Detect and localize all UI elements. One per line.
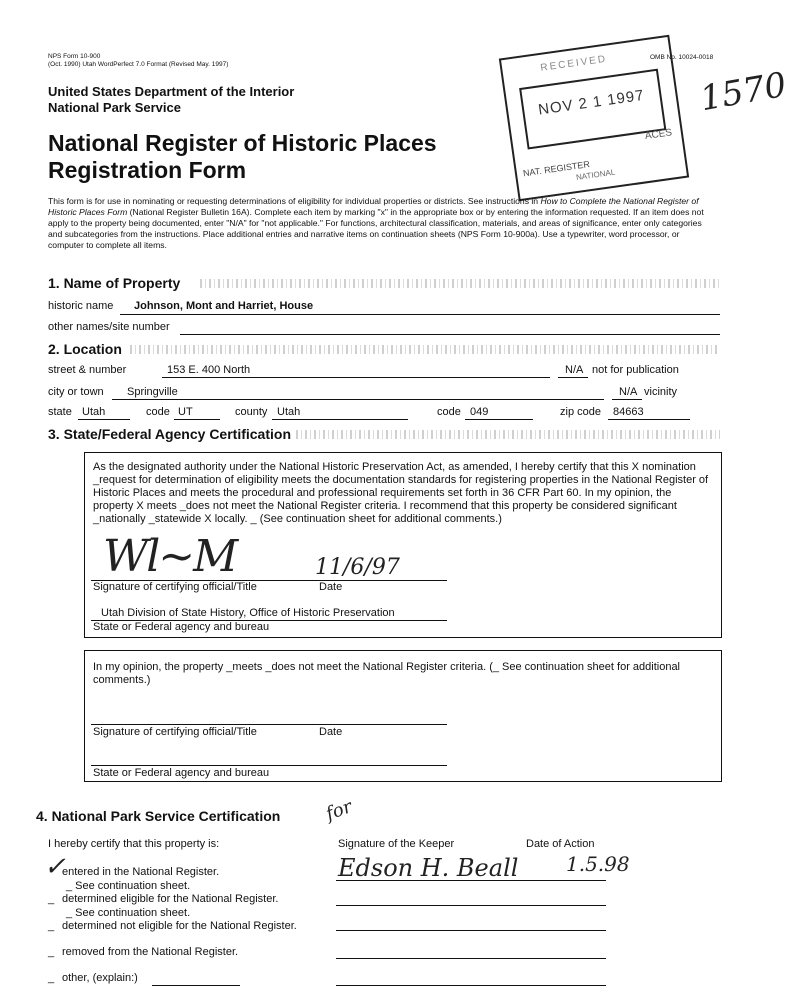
certification-box bbox=[84, 452, 722, 638]
not-for-publication-value[interactable]: N/A bbox=[565, 364, 584, 376]
not-for-publication-underline bbox=[558, 377, 588, 378]
state-code-value[interactable]: UT bbox=[178, 406, 193, 418]
other-names-label: other names/site number bbox=[48, 321, 170, 333]
keeper-line-3 bbox=[336, 930, 606, 931]
omb-number: OMB No. 10024-0018 bbox=[650, 54, 714, 61]
item-other: other, (explain:) bbox=[62, 972, 138, 984]
keeper-line-5 bbox=[336, 985, 606, 986]
removed-mark[interactable]: _ bbox=[48, 946, 55, 958]
date-of-action-label: Date of Action bbox=[526, 838, 595, 850]
vicinity-label: vicinity bbox=[644, 386, 678, 398]
agency-line2: National Park Service bbox=[48, 100, 181, 115]
section2-heading: 2. Location bbox=[48, 341, 122, 357]
street-label: street & number bbox=[48, 364, 127, 376]
stamp-received: RECEIVED bbox=[539, 53, 608, 74]
zip-value[interactable]: 84663 bbox=[613, 406, 644, 418]
keeper-line-2 bbox=[336, 905, 606, 906]
county-value[interactable]: Utah bbox=[277, 406, 301, 418]
agency-line1: United States Department of the Interior bbox=[48, 84, 295, 99]
city-label: city or town bbox=[48, 386, 104, 398]
state-underline bbox=[78, 419, 130, 420]
stamp-national: NATIONAL bbox=[575, 167, 616, 183]
scan-noise bbox=[296, 430, 720, 439]
certify-text: I hereby certify that this property is: bbox=[48, 838, 220, 850]
state-code-underline bbox=[174, 419, 220, 420]
street-value[interactable]: 153 E. 400 North bbox=[167, 364, 251, 376]
item-eligible-continuation: _ See continuation sheet. bbox=[66, 907, 191, 919]
other-names-underline bbox=[180, 334, 720, 335]
agency2-label: State or Federal agency and bureau bbox=[93, 767, 270, 779]
intro-paragraph: This form is for use in nominating or requesting determinations of eligibility for individual properties or districts. See instructions in How to Complete the National Register of Historic Places Form (National Register Bulletin 16A). Complete each item by marking "x" in the appropriate box or by entering the information requested. If an item does not apply to the property being documented, enter "N/A" for "not applicable." For functions, architectural classification, materials, and areas of significance, enter only categories and subcategories from the instructions. Place additional entries and narrative items on continuation sheets (NPS Form 10-900a). Use a typewriter, word processor, or computer to complete all items. bbox=[48, 196, 704, 250]
item-determined-eligible: determined eligible for the National Register. bbox=[62, 893, 279, 905]
form-revision: (Oct. 1990) Utah WordPerfect 7.0 Format (Revised May. 1997) bbox=[48, 61, 229, 68]
item-removed: removed from the National Register. bbox=[62, 946, 239, 958]
keeper-line-4 bbox=[336, 958, 606, 959]
stamp-date: NOV 2 1 1997 bbox=[537, 86, 646, 119]
agency2-underline bbox=[91, 765, 447, 766]
form-title-line2: Registration Form bbox=[48, 157, 247, 183]
opinion-box bbox=[84, 650, 722, 782]
date-of-action-handwritten: 1.5.98 bbox=[566, 852, 630, 876]
entered-checkmark[interactable]: ✓ bbox=[44, 852, 66, 882]
other-explain-underline bbox=[152, 985, 240, 986]
keeper-signature-label: Signature of the Keeper bbox=[338, 838, 455, 850]
item-entered-continuation: _ See continuation sheet. bbox=[66, 880, 191, 892]
certification-text: As the designated authority under the National Historic Preservation Act, as amended, I hereby certify that this X nomination _request for determination of eligibility meets the documentation standards for registering properties in the National Register of Historic Places and meets the procedural and professional requirements set forth in 36 CFR Part 60. In my opinion, the property X meets _does not meet the National Register criteria. I recommend that this property be considered significant _nationally _statewide X locally. _ (See continuation sheet for additional comments.) bbox=[93, 461, 709, 525]
certification-date-handwritten: 11/6/97 bbox=[315, 555, 400, 580]
section1-heading: 1. Name of Property bbox=[48, 275, 181, 291]
signature-date-label: Date bbox=[319, 581, 343, 593]
city-underline bbox=[112, 399, 604, 400]
stamp-nat-register: NAT. REGISTER bbox=[522, 159, 591, 179]
certifying-agency-value[interactable]: Utah Division of State History, Office of Historic Preservation bbox=[101, 607, 395, 619]
county-code-underline bbox=[465, 419, 533, 420]
vicinity-underline bbox=[612, 399, 642, 400]
historic-name-underline bbox=[120, 314, 720, 315]
zip-underline bbox=[608, 419, 690, 420]
historic-name-value[interactable]: Johnson, Mont and Harriet, House bbox=[134, 300, 314, 312]
keeper-signature-handwritten: Edson H. Beall bbox=[338, 854, 519, 882]
signature2-underline bbox=[91, 724, 447, 725]
vicinity-value[interactable]: N/A bbox=[619, 386, 638, 398]
section3-heading: 3. State/Federal Agency Certification bbox=[48, 426, 291, 442]
historic-name-label: historic name bbox=[48, 300, 114, 312]
keeper-for-handwritten: for bbox=[323, 796, 355, 825]
state-code-label: code bbox=[146, 406, 170, 418]
county-code-value[interactable]: 049 bbox=[470, 406, 489, 418]
state-label: state bbox=[48, 406, 72, 418]
signature2-label: Signature of certifying official/Title bbox=[93, 726, 257, 738]
county-underline bbox=[272, 419, 408, 420]
received-stamp bbox=[499, 35, 689, 202]
state-value[interactable]: Utah bbox=[82, 406, 106, 418]
county-code-label: code bbox=[437, 406, 461, 418]
city-value[interactable]: Springville bbox=[127, 386, 178, 398]
opinion-text: In my opinion, the property _meets _does not meet the National Register criteria. (_ See continuation sheet for additional comments.) bbox=[93, 661, 681, 686]
street-underline bbox=[162, 377, 550, 378]
keeper-line-1 bbox=[336, 880, 606, 881]
signature2-date-label: Date bbox=[319, 726, 343, 738]
scan-noise bbox=[130, 345, 720, 354]
scan-noise bbox=[200, 279, 720, 288]
county-label: county bbox=[235, 406, 268, 418]
signature-label: Signature of certifying official/Title bbox=[93, 581, 257, 593]
handwritten-reference-number: 1570 bbox=[697, 64, 789, 120]
signature-scribble: Wl~M bbox=[103, 531, 237, 582]
not-for-publication-label: not for publication bbox=[592, 364, 679, 376]
section4-heading: 4. National Park Service Certification bbox=[36, 808, 281, 824]
not-eligible-mark[interactable]: _ bbox=[48, 920, 55, 932]
item-determined-not-eligible: determined not eligible for the National Register. bbox=[62, 920, 297, 932]
stamp-services: ACES bbox=[644, 127, 673, 143]
other-mark[interactable]: _ bbox=[48, 972, 55, 984]
agency-label: State or Federal agency and bureau bbox=[93, 621, 270, 633]
eligible-mark[interactable]: _ bbox=[48, 893, 55, 905]
zip-label: zip code bbox=[560, 406, 601, 418]
item-entered: entered in the National Register. bbox=[62, 866, 220, 878]
form-number: NPS Form 10-900 bbox=[48, 53, 101, 60]
form-title-line1: National Register of Historic Places bbox=[48, 130, 437, 156]
